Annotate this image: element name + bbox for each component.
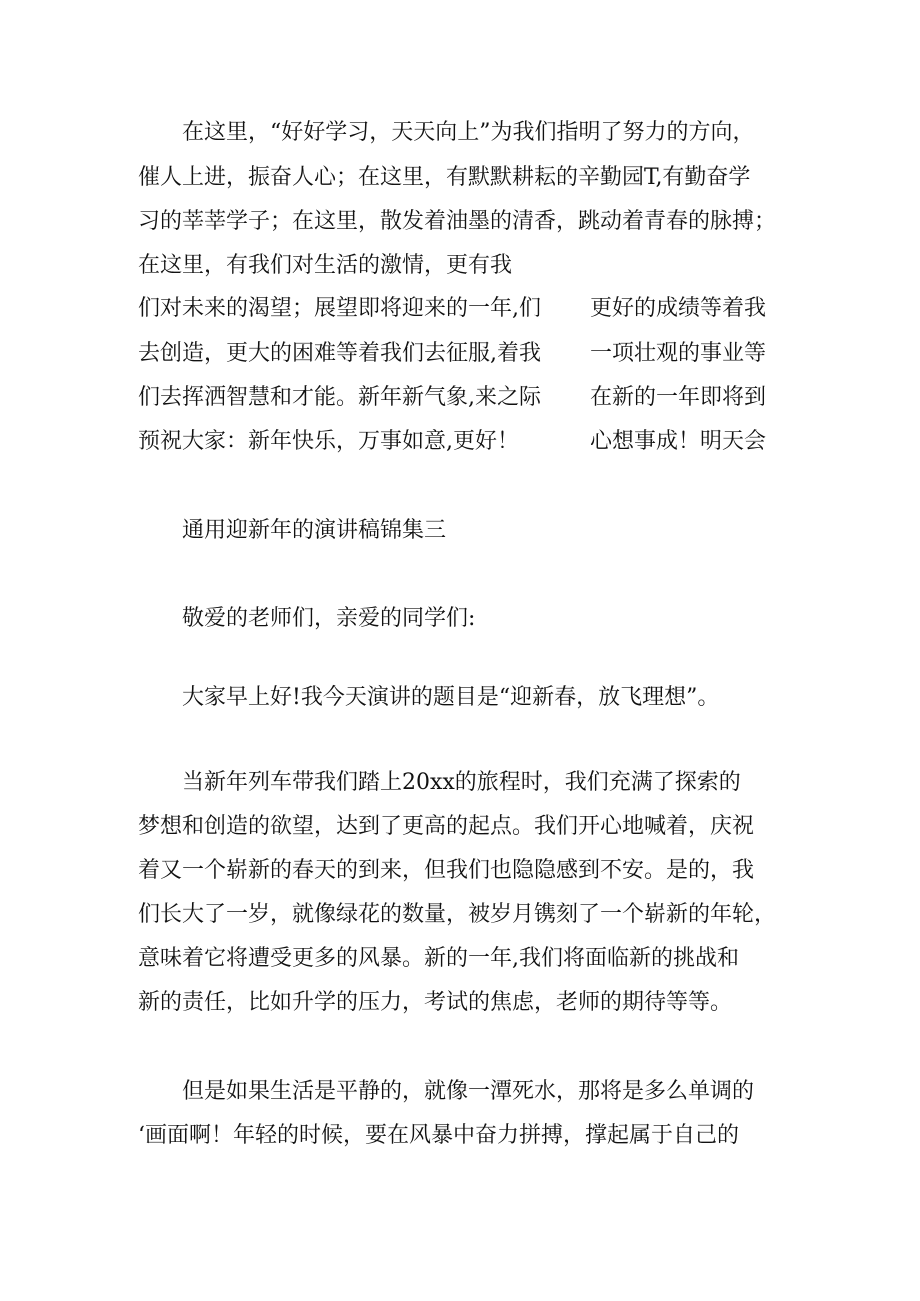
section-heading: 通用迎新年的演讲稿锦集三 xyxy=(138,518,447,543)
paragraph-line: 习的莘莘学子；在这里，散发着油墨的清香，跳动着青春的脉搏； xyxy=(138,209,777,234)
paragraph-line: 们长大了一岁，就像绿花的数量，被岁月镌刻了一个崭新的年轮， xyxy=(138,902,777,927)
paragraph-line: 在这里，有我们对生活的激情，更有我 xyxy=(138,253,513,278)
paragraph-line-right: 更好的成绩等着我 xyxy=(590,296,767,321)
paragraph-line: 催人上进，振奋人心；在这里，有默默耕耘的辛勤园T,有勤奋学 xyxy=(138,165,751,190)
paragraph-line-left: 去创造，更大的困难等着我们去征服,着我 xyxy=(138,341,541,366)
paragraph-line-left: 们对未来的渴望；展望即将迎来的一年,们 xyxy=(138,296,541,321)
paragraph-line-right: 在新的一年即将到 xyxy=(590,385,767,410)
paragraph-line: 着又一个崭新的春天的到来，但我们也隐隐感到不安。是的，我 xyxy=(138,858,755,883)
paragraph-line-right: 一项壮观的事业等 xyxy=(590,341,767,366)
paragraph-line: 意味着它将遭受更多的风暴。新的一年,我们将面临新的挑战和 xyxy=(138,946,739,971)
paragraph-line: 梦想和创造的欲望，达到了更高的起点。我们开心地喊着，庆祝 xyxy=(138,814,755,839)
paragraph-line: ‘画面啊！年轻的时候，要在风暴中奋力拼搏，撑起属于自己的 xyxy=(138,1123,739,1148)
paragraph-line: 新的责任，比如升学的压力，考试的焦虑，老师的期待等等。 xyxy=(138,990,733,1015)
paragraph-line: 在这里，“好好学习，天天向上”为我们指明了努力的方向， xyxy=(138,120,755,145)
paragraph-line: 当新年列车带我们踏上20xx的旅程时，我们充满了探索的 xyxy=(138,770,741,795)
paragraph-line-left: 预祝大家：新年快乐，万事如意,更好！ xyxy=(138,429,519,454)
paragraph-line-left: 们去挥洒智慧和才能。新年新气象,来之际 xyxy=(138,385,541,410)
paragraph-line-right: 心想事成！明天会 xyxy=(590,429,767,454)
greeting: 大家早上好!我今天演讲的题目是“迎新春，放飞理想”。 xyxy=(138,685,720,710)
salutation: 敬爱的老师们，亲爱的同学们: xyxy=(138,606,476,631)
paragraph-line: 但是如果生活是平静的，就像一潭死水，那将是多么单调的 xyxy=(138,1079,755,1104)
